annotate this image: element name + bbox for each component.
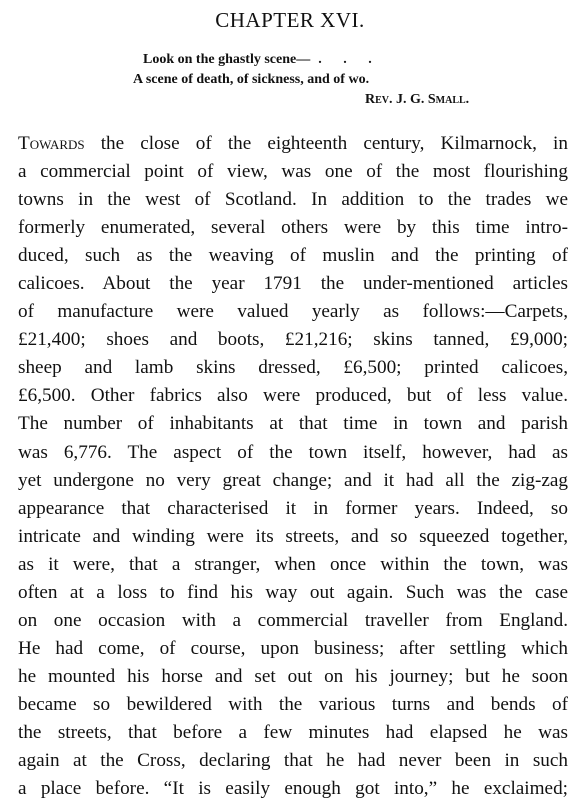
text-line: the streets, that before a few minutes had elapsed he was [18, 721, 568, 743]
text-line: £6,500. Other fabrics also were produced, but of less value. [18, 385, 568, 407]
epigraph-attribution: Rev. J. G. Small. [365, 92, 470, 107]
text-line: towns in the west of Scotland. In addition to the trades we [18, 189, 568, 211]
text-line: became so bewildered with the various turns and bends of [18, 693, 568, 715]
text-line [18, 130, 568, 158]
text-line: He had come, of course, upon business; after settling which [18, 637, 568, 659]
text-line: again at the Cross, declaring that he had never been in such [18, 750, 568, 772]
epigraph-ellipsis: . . . [318, 52, 381, 67]
text-line: was 6,776. The aspect of the town itself, however, had as [18, 441, 568, 463]
text-line: The number of inhabitants at that time in town and parish [18, 413, 568, 435]
text-line: sheep and lamb skins dressed, £6,500; printed calicoes, [18, 357, 568, 379]
text-line: as it were, that a stranger, when once within the town, was [18, 553, 568, 575]
text-line: £21,400; shoes and boots, £21,216; skins tanned, £9,000; [18, 329, 568, 351]
text-line: yet undergone no very great change; and it had all the zig-zag [18, 469, 568, 491]
text-line: he mounted his horse and set out on his journey; but he soon [18, 665, 568, 687]
epigraph-line-1 [143, 52, 381, 68]
text-line-content: the close of the eighteenth century, Kilmarnock, in [84, 133, 568, 154]
text-line: intricate and winding were its streets, and so squeezed together, [18, 525, 568, 547]
text-line: duced, such as the weaving of muslin and the printing of [18, 245, 568, 267]
text-line: often at a loss to find his way out again. Such was the case [18, 581, 568, 603]
lead-word: Towards [18, 133, 85, 154]
text-line: a place before. “It is easily enough got into,” he exclaimed; [18, 778, 568, 800]
text-line: of manufacture were valued yearly as follows:—Carpets, [18, 301, 568, 323]
text-line: appearance that characterised it in former years. Indeed, so [18, 497, 568, 519]
chapter-title: CHAPTER XVI. [215, 8, 365, 32]
epigraph-line-2: A scene of death, of sickness, and of wo. [133, 72, 370, 87]
text-line: on one occasion with a commercial traveller from England. [18, 609, 568, 631]
text-line: formerly enumerated, several others were by this time intro- [18, 217, 568, 239]
text-line: calicoes. About the year 1791 the under-mentioned articles [18, 273, 568, 295]
body-text [18, 130, 568, 803]
epigraph-line-1-text: Look on the ghastly scene— [143, 52, 311, 67]
text-line: a commercial point of view, was one of the most flourishing [18, 161, 568, 183]
